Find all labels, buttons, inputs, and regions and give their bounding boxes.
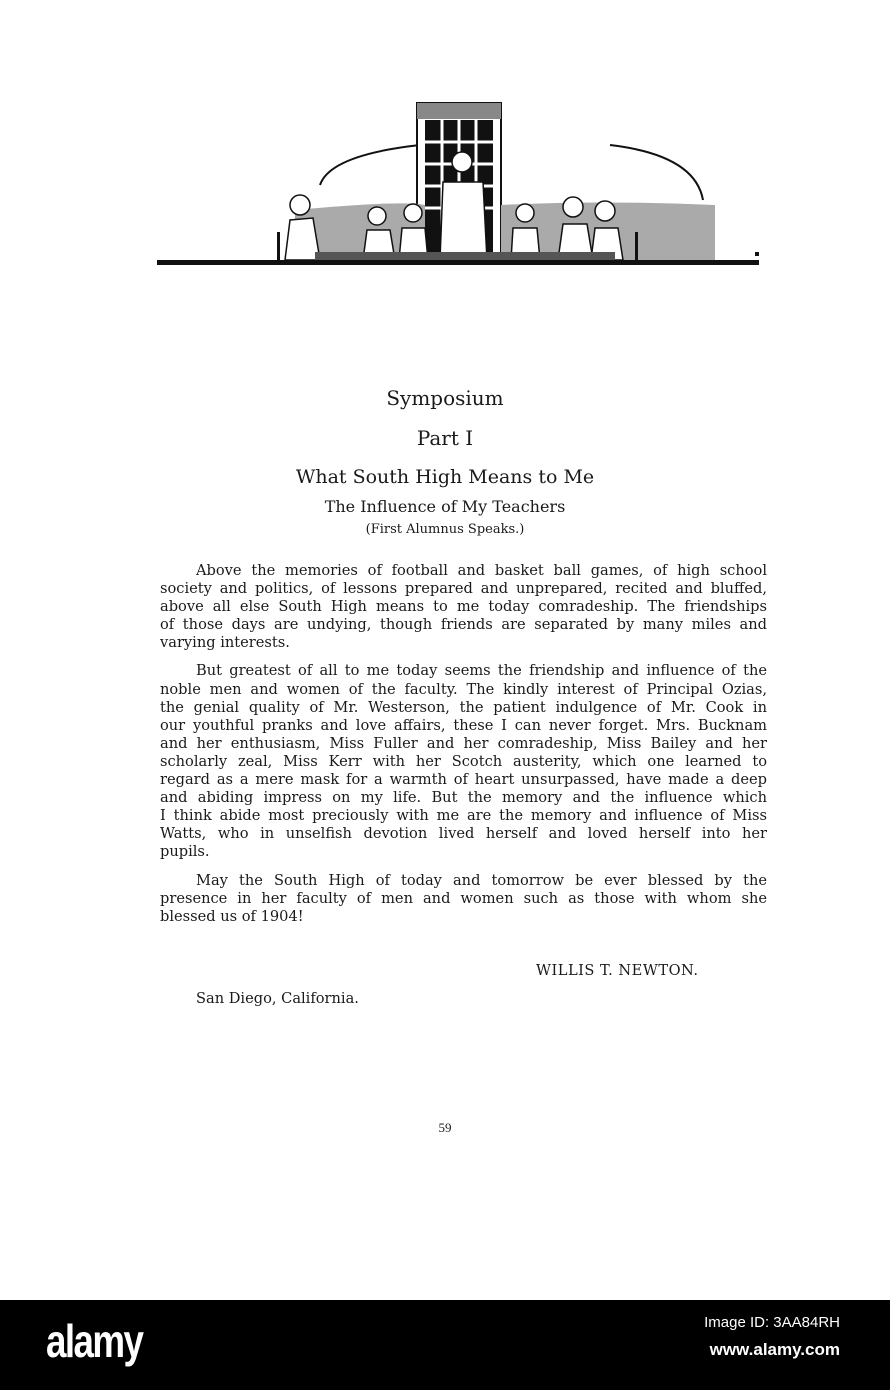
text-line: and abiding impress on my life. But the memory and the influence which <box>160 789 767 807</box>
text-line: May the South High of today and tomorrow be ever blessed by the <box>196 871 767 889</box>
signature: WILLIS T. NEWTON. <box>536 962 699 979</box>
paragraph <box>160 872 767 926</box>
page-number: 59 <box>438 1120 452 1135</box>
article-body <box>160 562 767 926</box>
paragraph <box>160 562 767 652</box>
article-title: What South High Means to Me <box>295 466 595 488</box>
article-subtitle: The Influence of My Teachers <box>324 497 566 516</box>
text-line: noble men and women of the faculty. The kindly interest of Principal Ozias, <box>160 680 767 698</box>
text-line: I think abide most preciously with me are the memory and influence of Miss <box>160 807 767 825</box>
paragraph <box>160 662 767 861</box>
text-line: above all else South High means to me today comradeship. The friendships <box>160 598 767 616</box>
watermark-bar <box>0 1300 890 1390</box>
text-line: varying interests. <box>160 634 290 652</box>
speaker-note: (First Alumnus Speaks.) <box>365 522 525 537</box>
watermark-url: www.alamy.com <box>709 1340 840 1359</box>
part-heading: Part I <box>416 426 474 450</box>
section-title: Symposium <box>386 386 504 410</box>
text-line: Above the memories of football and basket ball games, of high school <box>196 562 767 579</box>
text-line: Watts, who in unselfish devotion lived herself and loved herself into her <box>160 825 767 843</box>
text-line: of those days are undying, though friends are separated by many miles and <box>160 616 767 634</box>
text-line: society and politics, of lessons prepared and unprepared, recited and bluffed, <box>160 580 767 598</box>
image-id: Image ID: 3AA84RH <box>704 1314 840 1331</box>
text-line: our youthful pranks and love affairs, these I can never forget. Mrs. Bucknam <box>160 716 767 734</box>
text-line: blessed us of 1904! <box>160 907 304 925</box>
text-line: and her enthusiasm, Miss Fuller and her comradeship, Miss Bailey and her <box>160 734 767 752</box>
text-line: regard as a mere mask for a warmth of heart unsurpassed, have made a deep <box>160 771 767 789</box>
text-line: pupils. <box>160 843 210 861</box>
text-line: the genial quality of Mr. Westerson, the patient indulgence of Mr. Cook in <box>160 698 767 716</box>
header-illustration <box>155 100 775 275</box>
text-line: presence in her faculty of men and women such as those with whom she <box>160 889 767 907</box>
alamy-logo: alamy <box>46 1315 143 1367</box>
location: San Diego, California. <box>196 990 359 1007</box>
text-line: scholarly zeal, Miss Kerr with her Scotch austerity, which one learned to <box>160 752 767 770</box>
text-line: But greatest of all to me today seems the friendship and influence of the <box>196 662 767 680</box>
